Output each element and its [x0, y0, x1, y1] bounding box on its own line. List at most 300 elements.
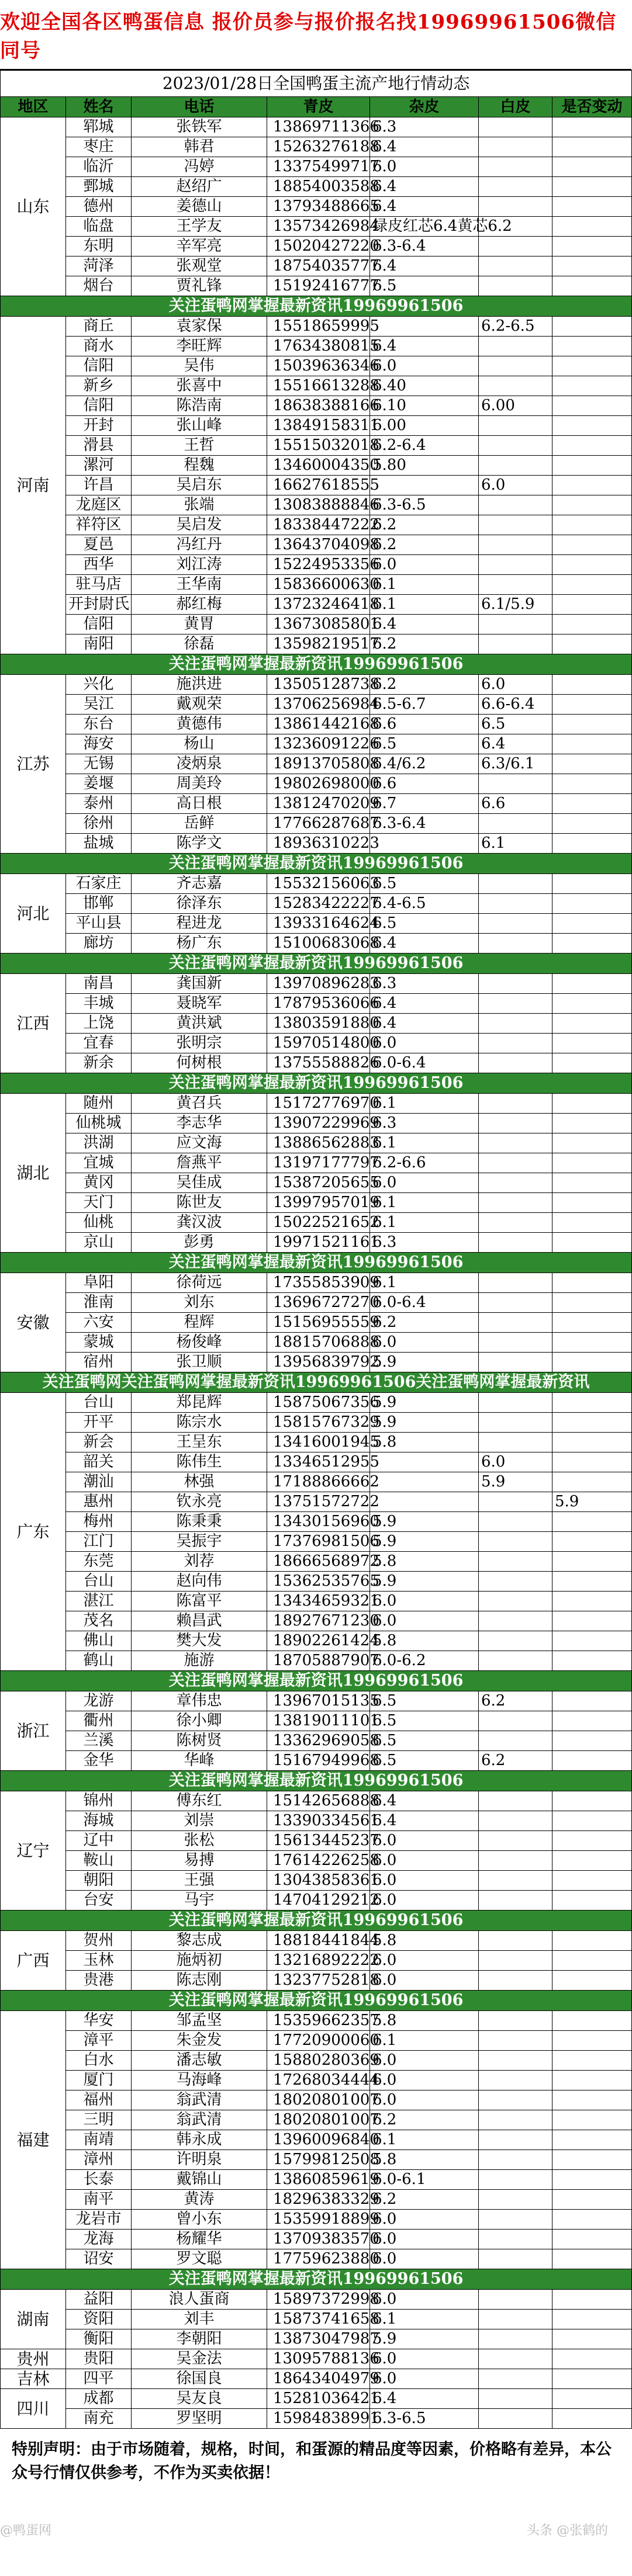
mixed-shell-price: [479, 2310, 552, 2329]
city-cell: 福州: [66, 2090, 132, 2110]
contact-name-cell: 林强: [132, 1472, 267, 1492]
mixed-shell-price: [479, 1094, 552, 1114]
white-shell-price: [552, 2409, 632, 2429]
region-cell: 江苏: [1, 675, 66, 854]
green-shell-price: 6.6: [370, 774, 479, 794]
white-shell-price: [552, 237, 632, 256]
mixed-shell-price: [479, 1492, 552, 1512]
mixed-shell-price: [479, 1014, 552, 1034]
city-cell: 东莞: [66, 1552, 132, 1572]
table-row: [1, 734, 632, 754]
city-cell: 鹤山: [66, 1651, 132, 1671]
white-shell-price: [552, 1631, 632, 1651]
mixed-shell-price: [479, 1891, 552, 1911]
contact-name-cell: 陈志刚: [132, 1971, 267, 1991]
contact-name-cell: 齐志嘉: [132, 874, 267, 894]
mixed-shell-price: [479, 276, 552, 296]
phone-cell: 15897372998: [267, 2290, 370, 2310]
contact-name-cell: 张观堂: [132, 256, 267, 276]
phone-cell: 13849158311: [267, 416, 370, 436]
green-shell-price: 6.4: [370, 256, 479, 276]
table-row: [1, 1572, 632, 1592]
mixed-shell-price: [479, 1173, 552, 1193]
city-cell: 泰州: [66, 794, 132, 814]
contact-name-cell: 刘丰: [132, 2310, 267, 2329]
contact-name-cell: 陈树贤: [132, 1731, 267, 1751]
mixed-shell-price: [479, 197, 552, 217]
phone-cell: 13216892222: [267, 1951, 370, 1971]
table-row: [1, 1114, 632, 1133]
white-shell-price: [552, 2071, 632, 2090]
contact-name-cell: 章伟忠: [132, 1691, 267, 1711]
header-phone: 电话: [132, 97, 267, 117]
city-cell: 锦州: [66, 1791, 132, 1811]
green-shell-price: 5.8: [370, 1631, 479, 1651]
table-row: [1, 2329, 632, 2349]
table-row: [1, 595, 632, 615]
phone-cell: 13886562883: [267, 1133, 370, 1153]
phone-cell: 17879536066: [267, 994, 370, 1014]
mixed-shell-price: [479, 376, 552, 396]
phone-cell: 15100683068: [267, 934, 370, 954]
table-row: [1, 974, 632, 994]
city-cell: 枣庄: [66, 137, 132, 157]
region-cell: 广东: [1, 1393, 66, 1671]
phone-cell: 18020801007: [267, 2110, 370, 2130]
city-cell: 邯郸: [66, 894, 132, 914]
mixed-shell-price: [479, 337, 552, 356]
contact-name-cell: 杨山: [132, 734, 267, 754]
contact-name-cell: 华峰: [132, 1751, 267, 1771]
green-shell-price: 5.9: [370, 1353, 479, 1372]
table-row: [1, 157, 632, 177]
white-shell-price: 5.9: [552, 1492, 632, 1512]
white-shell-price: [552, 1611, 632, 1631]
mixed-shell-price: [479, 157, 552, 177]
table-row: [1, 2011, 632, 2031]
mixed-shell-price: 6.1/5.9: [479, 595, 552, 615]
contact-name-cell: 陈伟生: [132, 1452, 267, 1472]
city-cell: 廊坊: [66, 934, 132, 954]
phone-cell: 17376981506: [267, 1532, 370, 1552]
phone-cell: 18754035777: [267, 256, 370, 276]
green-shell-price: 6.10: [370, 396, 479, 416]
region-cell: 辽宁: [1, 1791, 66, 1911]
city-cell: 台安: [66, 1891, 132, 1911]
contact-name-cell: 黎志成: [132, 1931, 267, 1951]
region-cell: 湖南: [1, 2290, 66, 2349]
table-row: [1, 356, 632, 376]
phone-cell: 17614226258: [267, 1851, 370, 1871]
green-shell-price: 6.1: [370, 1133, 479, 1153]
mixed-shell-price: [479, 1413, 552, 1433]
ad-text: 关注蛋鸭网掌握最新资讯19969961506: [1, 1991, 632, 2011]
table-row: [1, 1293, 632, 1313]
city-cell: 厦门: [66, 2071, 132, 2090]
table-row: [1, 1931, 632, 1951]
contact-name-cell: 龚汉波: [132, 1213, 267, 1233]
contact-name-cell: 徐小卿: [132, 1711, 267, 1731]
contact-name-cell: 马宇: [132, 1891, 267, 1911]
table-row: [1, 1891, 632, 1911]
white-shell-price: [552, 1133, 632, 1153]
white-shell-price: [552, 137, 632, 157]
green-shell-price: 6.0: [370, 1611, 479, 1631]
table-row: [1, 914, 632, 934]
white-shell-price: [552, 2170, 632, 2190]
table-row: [1, 436, 632, 456]
contact-name-cell: 聂晓军: [132, 994, 267, 1014]
white-shell-price: [552, 974, 632, 994]
city-cell: 菏泽: [66, 256, 132, 276]
green-shell-price: 6.0-6.4: [370, 1053, 479, 1073]
mixed-shell-price: [479, 436, 552, 456]
mixed-shell-price: [479, 1133, 552, 1153]
city-cell: 新会: [66, 1433, 132, 1452]
contact-name-cell: 张明宗: [132, 1034, 267, 1053]
city-cell: 东台: [66, 715, 132, 734]
mixed-shell-price: 6.0: [479, 675, 552, 695]
white-shell-price: [552, 2190, 632, 2210]
phone-cell: 13346512955: [267, 1452, 370, 1472]
green-shell-price: 5.80: [370, 456, 479, 476]
white-shell-price: [552, 1034, 632, 1053]
table-row: [1, 1213, 632, 1233]
white-shell-price: [552, 1811, 632, 1831]
city-cell: 徐州: [66, 814, 132, 834]
white-shell-price: [552, 1153, 632, 1173]
contact-name-cell: 王学友: [132, 217, 267, 237]
green-shell-price: 6.2: [370, 675, 479, 695]
white-shell-price: [552, 1472, 632, 1492]
mixed-shell-price: 5.9: [479, 1472, 552, 1492]
table-row: [1, 635, 632, 654]
mixed-shell-price: [479, 615, 552, 635]
table-row: [1, 535, 632, 555]
table-row: [1, 456, 632, 476]
table-row: [1, 794, 632, 814]
table-row: [1, 814, 632, 834]
contact-name-cell: 徐荷远: [132, 1273, 267, 1293]
mixed-shell-price: [479, 774, 552, 794]
mixed-shell-price: [479, 1631, 552, 1651]
ad-text: 关注蛋鸭网掌握最新资讯19969961506: [1, 854, 632, 874]
mixed-shell-price: [479, 177, 552, 197]
green-shell-price: 6.5: [370, 914, 479, 934]
city-cell: 石家庄: [66, 874, 132, 894]
contact-name-cell: 彭勇: [132, 1233, 267, 1253]
green-shell-price: [370, 476, 479, 495]
city-cell: 新乡: [66, 376, 132, 396]
table-row: [1, 1173, 632, 1193]
phone-cell: 13434659321: [267, 1592, 370, 1611]
green-shell-price: 6.4: [370, 1791, 479, 1811]
phone-cell: 13390334561: [267, 1811, 370, 1831]
mixed-shell-price: [479, 495, 552, 515]
contact-name-cell: 翁武清: [132, 2110, 267, 2130]
mixed-shell-price: [479, 2150, 552, 2170]
contact-name-cell: 吴启发: [132, 515, 267, 535]
mixed-shell-price: [479, 1951, 552, 1971]
contact-name-cell: 施游: [132, 1651, 267, 1671]
phone-cell: 13505128738: [267, 675, 370, 695]
phone-cell: 13755588826: [267, 1053, 370, 1073]
white-shell-price: [552, 515, 632, 535]
mixed-shell-price: [479, 2011, 552, 2031]
contact-name-cell: 黄德伟: [132, 715, 267, 734]
phone-cell: 13967015135: [267, 1691, 370, 1711]
city-cell: 无锡: [66, 754, 132, 774]
mixed-shell-price: [479, 1213, 552, 1233]
ad-row: [1, 2269, 632, 2290]
green-shell-price: 6.1: [370, 575, 479, 595]
contact-name-cell: 赵向伟: [132, 1572, 267, 1592]
phone-cell: 15518659995: [267, 317, 370, 337]
mixed-shell-price: [479, 2090, 552, 2110]
table-row: [1, 416, 632, 436]
green-shell-price: 6.4: [370, 337, 479, 356]
city-cell: 上饶: [66, 1014, 132, 1034]
region-cell: 浙江: [1, 1691, 66, 1771]
green-shell-price: 6.1: [370, 2031, 479, 2051]
phone-cell: 13956839792: [267, 1353, 370, 1372]
city-cell: 天门: [66, 1193, 132, 1213]
contact-name-cell: 袁家保: [132, 317, 267, 337]
green-shell-price: 绿皮红芯6.4黄芯6.2: [370, 217, 479, 237]
mixed-shell-price: [479, 2051, 552, 2071]
mixed-shell-price: [479, 1532, 552, 1552]
ad-row: [1, 1372, 632, 1393]
white-shell-price: [552, 2329, 632, 2349]
city-cell: 资阳: [66, 2310, 132, 2329]
city-cell: 台山: [66, 1572, 132, 1592]
contact-name-cell: 赖昌武: [132, 1611, 267, 1631]
white-shell-price: [552, 575, 632, 595]
city-cell: 盐城: [66, 834, 132, 854]
white-shell-price: [552, 2090, 632, 2110]
white-shell-price: [552, 1293, 632, 1313]
white-shell-price: [552, 1173, 632, 1193]
white-shell-price: [552, 1114, 632, 1133]
white-shell-price: [552, 934, 632, 954]
region-cell: 广西: [1, 1931, 66, 1991]
mixed-shell-price: [479, 2071, 552, 2090]
table-row: [1, 1133, 632, 1153]
white-shell-price: [552, 376, 632, 396]
table-row: [1, 1472, 632, 1492]
mixed-shell-price: [479, 1811, 552, 1831]
white-shell-price: [552, 1851, 632, 1871]
city-cell: 兰溪: [66, 1731, 132, 1751]
city-cell: 四平: [66, 2369, 132, 2389]
white-shell-price: [552, 1711, 632, 1731]
white-shell-price: [552, 317, 632, 337]
table-row: [1, 1153, 632, 1173]
table-row: [1, 1273, 632, 1293]
table-row: [1, 1871, 632, 1891]
green-shell-price: 5.8: [370, 1552, 479, 1572]
green-shell-price: 6.2: [370, 2110, 479, 2130]
mixed-shell-price: [479, 535, 552, 555]
ad-text: 关注蛋鸭网掌握最新资讯19969961506: [1, 1911, 632, 1931]
phone-cell: 15283422227: [267, 894, 370, 914]
table-row: [1, 1532, 632, 1552]
phone-cell: 15020427220: [267, 237, 370, 256]
white-shell-price: [552, 1891, 632, 1911]
contact-name-cell: 程进龙: [132, 914, 267, 934]
city-cell: 东明: [66, 237, 132, 256]
contact-name-cell: 张松: [132, 1831, 267, 1851]
green-shell-price: 6.0-6.1: [370, 2170, 479, 2190]
phone-cell: 15263276188: [267, 137, 370, 157]
contact-name-cell: 樊大发: [132, 1631, 267, 1651]
phone-cell: 15970514800: [267, 1034, 370, 1053]
phone-cell: 13197177797: [267, 1153, 370, 1173]
region-cell: 河南: [1, 317, 66, 654]
city-cell: 洪湖: [66, 1133, 132, 1153]
mixed-shell-price: 6.3/6.1: [479, 754, 552, 774]
green-shell-price: 6.2: [370, 1313, 479, 1333]
table-row: [1, 2409, 632, 2429]
contact-name-cell: 浪人蛋商: [132, 2290, 267, 2310]
mixed-shell-price: [479, 874, 552, 894]
city-cell: 白水: [66, 2051, 132, 2071]
phone-cell: 18666568972: [267, 1552, 370, 1572]
table-row: [1, 675, 632, 695]
phone-cell: 13598219517: [267, 635, 370, 654]
green-shell-price: 5.9: [370, 1413, 479, 1433]
contact-name-cell: 刘崇: [132, 1811, 267, 1831]
white-shell-price: [552, 2150, 632, 2170]
white-shell-price: [552, 276, 632, 296]
phone-cell: 18296383329: [267, 2190, 370, 2210]
ad-text: 关注蛋鸭网掌握最新资讯19969961506: [1, 296, 632, 317]
white-shell-price: [552, 635, 632, 654]
green-shell-price: 5.9: [370, 1532, 479, 1552]
table-row: [1, 1731, 632, 1751]
white-shell-price: [552, 1651, 632, 1671]
phone-cell: 13236091226: [267, 734, 370, 754]
contact-name-cell: 易搏: [132, 1851, 267, 1871]
contact-name-cell: 陈学文: [132, 834, 267, 854]
phone-cell: 15880280369: [267, 2051, 370, 2071]
city-cell: 兴化: [66, 675, 132, 695]
white-shell-price: [552, 734, 632, 754]
phone-cell: 15172776970: [267, 1094, 370, 1114]
table-row: [1, 515, 632, 535]
green-shell-price: 6.5: [370, 1691, 479, 1711]
green-shell-price: 6.0: [370, 1034, 479, 1053]
contact-name-cell: 杨耀华: [132, 2230, 267, 2249]
mixed-shell-price: [479, 914, 552, 934]
white-shell-price: [552, 456, 632, 476]
city-cell: 成都: [66, 2389, 132, 2409]
white-shell-price: [552, 1951, 632, 1971]
city-cell: 宿州: [66, 1353, 132, 1372]
white-shell-price: [552, 914, 632, 934]
city-cell: 贵阳: [66, 2349, 132, 2369]
city-cell: 南充: [66, 2409, 132, 2429]
green-shell-price: 6.4: [370, 2389, 479, 2409]
table-row: [1, 137, 632, 157]
table-row: [1, 874, 632, 894]
table-row: [1, 1492, 632, 1512]
white-shell-price: [552, 256, 632, 276]
mixed-shell-price: [479, 1273, 552, 1293]
contact-name-cell: 施洪进: [132, 675, 267, 695]
white-shell-price: [552, 1971, 632, 1991]
mixed-shell-price: [479, 2230, 552, 2249]
white-shell-price: [552, 337, 632, 356]
table-row: [1, 575, 632, 595]
contact-name-cell: 杨广东: [132, 934, 267, 954]
green-shell-price: 6.3-6.4: [370, 237, 479, 256]
table-row: [1, 774, 632, 794]
phone-cell: 15516613288: [267, 376, 370, 396]
mixed-shell-price: [479, 1114, 552, 1133]
mixed-shell-price: [479, 1293, 552, 1313]
white-shell-price: [552, 217, 632, 237]
phone-cell: 17634380815: [267, 337, 370, 356]
green-shell-price: 6.3-6.5: [370, 2409, 479, 2429]
table-row: [1, 177, 632, 197]
phone-cell: 15362535765: [267, 1572, 370, 1592]
green-shell-price: [370, 1452, 479, 1472]
phone-cell: 18936310223: [267, 834, 370, 854]
green-shell-price: 6.5: [370, 734, 479, 754]
white-shell-price: [552, 177, 632, 197]
mixed-shell-price: [479, 256, 552, 276]
city-cell: 随州: [66, 1094, 132, 1114]
city-cell: 南昌: [66, 974, 132, 994]
white-shell-price: [552, 1791, 632, 1811]
white-shell-price: [552, 1333, 632, 1353]
white-shell-price: [552, 2031, 632, 2051]
city-cell: 开平: [66, 1413, 132, 1433]
table-row: [1, 615, 632, 635]
mixed-shell-price: [479, 2190, 552, 2210]
mixed-shell-price: [479, 555, 552, 575]
city-cell: 龙岩市: [66, 2210, 132, 2230]
table-row: [1, 1512, 632, 1532]
contact-name-cell: 王哲: [132, 436, 267, 456]
green-shell-price: 6.1: [370, 2310, 479, 2329]
mixed-shell-price: [479, 2130, 552, 2150]
contact-name-cell: 程辉: [132, 1313, 267, 1333]
mixed-shell-price: [479, 1193, 552, 1213]
city-cell: 漳州: [66, 2150, 132, 2170]
green-shell-price: 6.1: [370, 595, 479, 615]
mixed-shell-price: [479, 814, 552, 834]
white-shell-price: [552, 1053, 632, 1073]
white-shell-price: [552, 1313, 632, 1333]
region-cell: 河北: [1, 874, 66, 954]
green-shell-price: 5.9: [370, 1572, 479, 1592]
green-shell-price: 6.0: [370, 1333, 479, 1353]
city-cell: 商丘: [66, 317, 132, 337]
green-shell-price: [370, 1492, 479, 1512]
green-shell-price: 6.3: [370, 1233, 479, 1253]
green-shell-price: 6.4: [370, 1014, 479, 1034]
phone-cell: 13362969058: [267, 1731, 370, 1751]
table-row: [1, 337, 632, 356]
green-shell-price: 6.0: [370, 2051, 479, 2071]
white-shell-price: [552, 2369, 632, 2389]
contact-name-cell: 张山峰: [132, 416, 267, 436]
green-shell-price: 6.0: [370, 1951, 479, 1971]
green-shell-price: 6.1: [370, 2130, 479, 2150]
phone-cell: 15359662357: [267, 2011, 370, 2031]
